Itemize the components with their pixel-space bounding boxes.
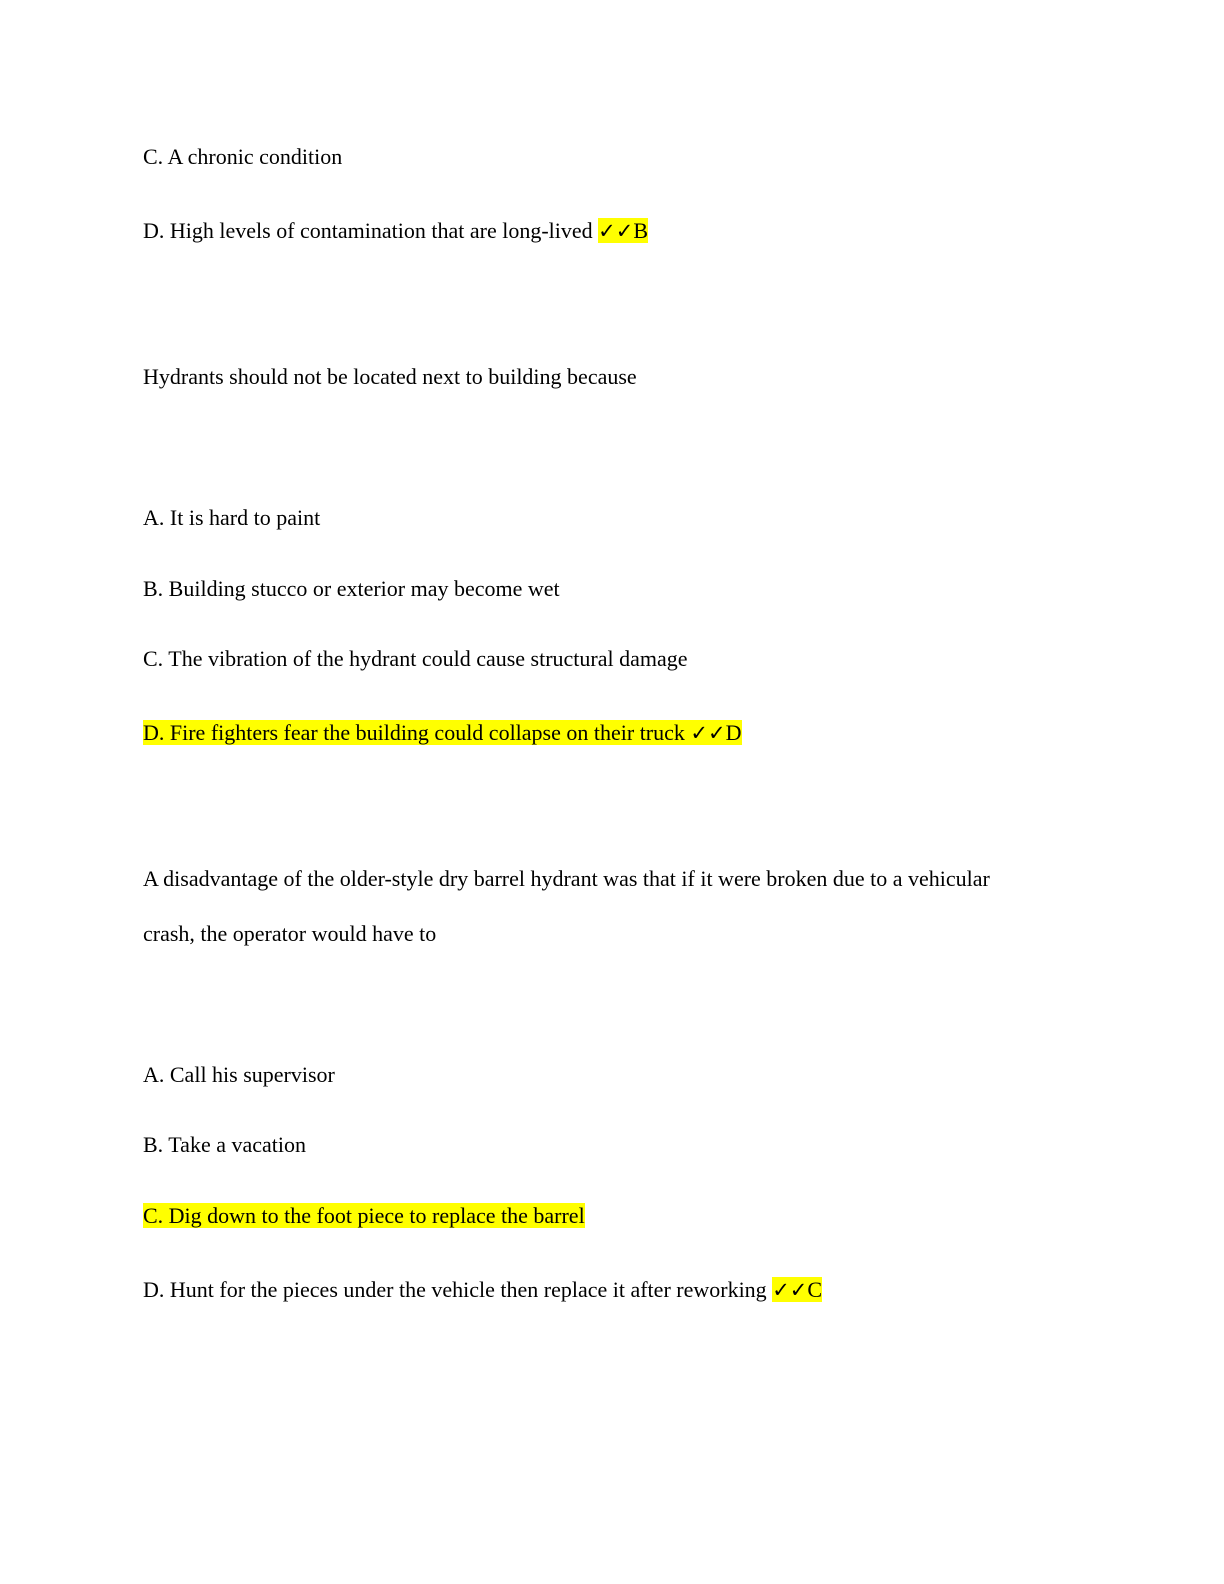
q2-option-d-highlight bbox=[143, 720, 742, 745]
q2-question: Hydrants should not be located next to building because bbox=[143, 364, 637, 389]
q1-option-d-text: D. High levels of contamination that are long-lived bbox=[143, 218, 599, 243]
double-check-icon: ✓✓ bbox=[690, 721, 726, 745]
q1-option-c: C. A chronic condition bbox=[143, 144, 343, 169]
q1-answer-key bbox=[598, 218, 648, 243]
q3-option-d-text: D. Hunt for the pieces under the vehicle then replace it after reworking bbox=[143, 1277, 773, 1302]
q3-option-c bbox=[143, 1202, 585, 1230]
q1-option-d bbox=[143, 217, 648, 245]
q1-answer-letter: B bbox=[633, 218, 649, 243]
double-check-icon: ✓✓ bbox=[772, 1278, 808, 1302]
q3-question-line-2: crash, the operator would have to bbox=[143, 921, 437, 946]
q2-option-d bbox=[143, 719, 742, 747]
q3-option-d bbox=[143, 1276, 822, 1304]
q2-answer-letter: D bbox=[725, 720, 742, 745]
q2-option-d-text: D. Fire fighters fear the building could collapse on their truck bbox=[143, 720, 691, 745]
q2-option-a: A. It is hard to paint bbox=[143, 505, 321, 530]
q3-option-c-highlight: C. Dig down to the foot piece to replace the barrel bbox=[143, 1203, 585, 1228]
q3-answer-key bbox=[772, 1277, 822, 1302]
double-check-icon: ✓✓ bbox=[598, 219, 634, 243]
q3-option-b: B. Take a vacation bbox=[143, 1132, 306, 1157]
q2-option-b: B. Building stucco or exterior may become wet bbox=[143, 576, 560, 601]
q2-option-c: C. The vibration of the hydrant could cause structural damage bbox=[143, 646, 688, 671]
q3-question-line-1: A disadvantage of the older-style dry barrel hydrant was that if it were broken due to a vehicular bbox=[143, 866, 990, 891]
q3-answer-letter: C bbox=[807, 1277, 823, 1302]
q3-option-a: A. Call his supervisor bbox=[143, 1062, 335, 1087]
